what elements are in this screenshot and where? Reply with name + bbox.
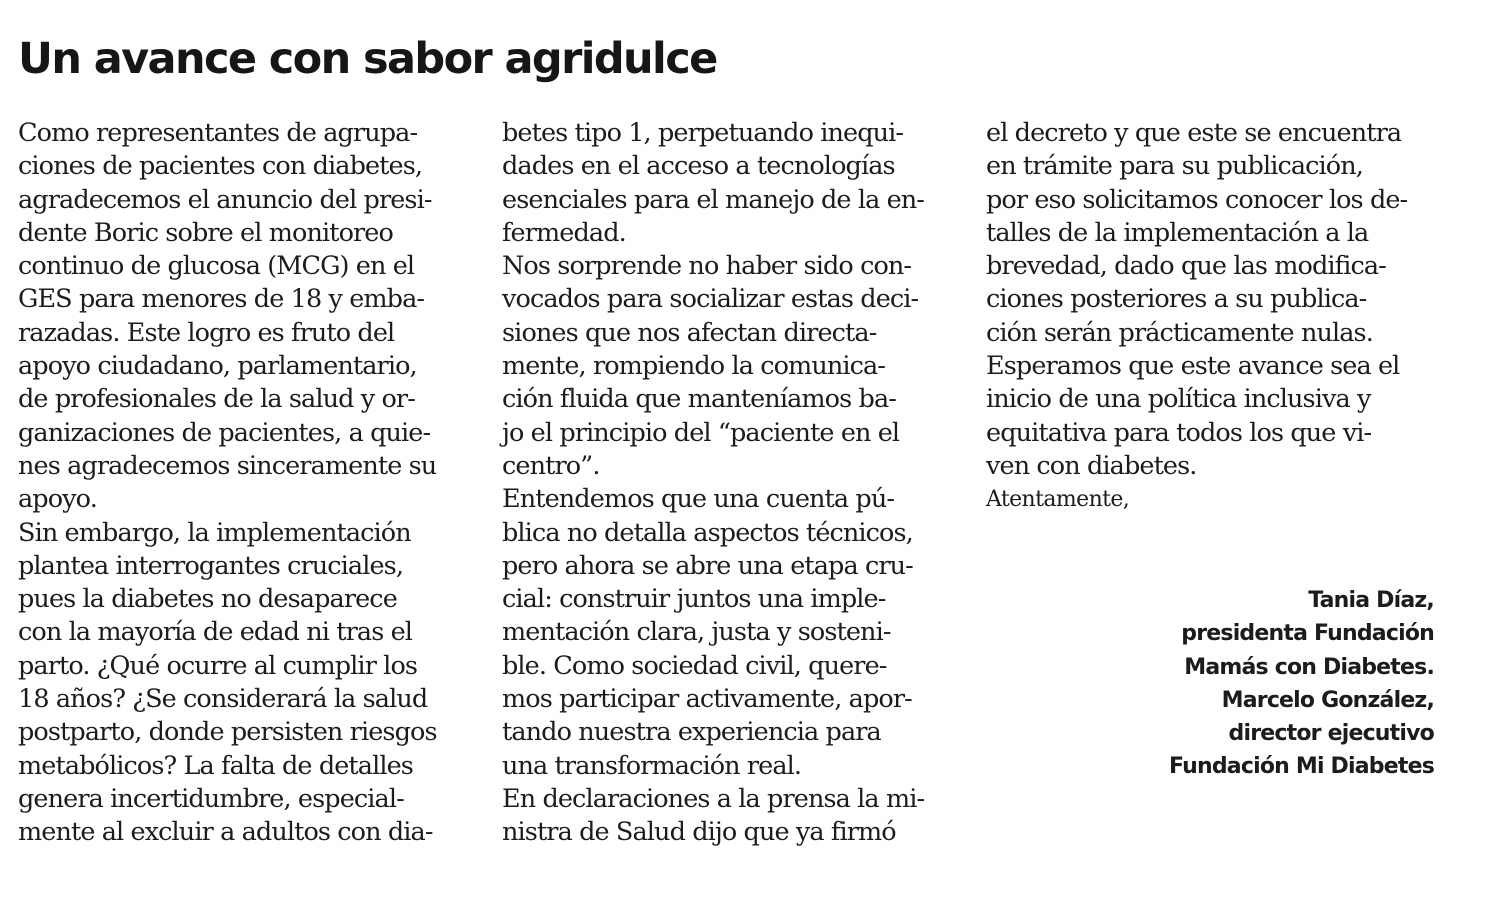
article-headline: Un avance con sabor agridulce <box>18 34 717 84</box>
body-line: ven con diabetes. <box>986 450 1197 481</box>
body-line: cial: construir juntos una imple- <box>502 584 886 615</box>
signature-line: Mamás con Diabetes. <box>1184 654 1434 680</box>
body-line: betes tipo 1, perpetuando inequi- <box>502 118 904 148</box>
body-line: metabólicos? La falta de detalles <box>18 750 413 781</box>
body-line: agradecemos el anuncio del presi- <box>18 184 432 215</box>
body-line: el decreto y que este se encuentra <box>986 118 1402 148</box>
body-line: continuo de glucosa (MCG) en el <box>18 251 415 282</box>
body-line: genera incertidumbre, especial- <box>18 783 404 814</box>
body-line: dente Boric sobre el monitoreo <box>18 217 393 248</box>
body-line: ción fluida que manteníamos ba- <box>502 384 896 415</box>
body-line: Como representantes de agrupa- <box>18 118 418 148</box>
body-line: mos participar activamente, apor- <box>502 684 912 715</box>
body-line: Esperamos que este avance sea el <box>986 351 1400 382</box>
body-line: una transformación real. <box>502 750 802 781</box>
signature-line: Tania Díaz, <box>1308 588 1434 613</box>
body-line: talles de la implementación a la <box>986 217 1369 248</box>
signature-line: Marcelo González, <box>1221 687 1434 713</box>
body-line: de profesionales de la salud y or- <box>18 384 415 415</box>
body-line: 18 años? ¿Se considerará la salud <box>18 684 428 715</box>
body-line: dades en el acceso a tecnologías <box>502 151 895 182</box>
body-line: ción serán prácticamente nulas. <box>986 317 1373 348</box>
body-line: ciones posteriores a su publica- <box>986 284 1367 315</box>
body-line: brevedad, dado que las modifica- <box>986 251 1386 282</box>
body-line: por eso solicitamos conocer los de- <box>986 184 1408 215</box>
text-column-3 <box>986 117 1456 517</box>
body-line: mente al excluir a adultos con dia- <box>18 817 433 848</box>
body-line: postparto, donde persisten riesgos <box>18 717 437 748</box>
closing-salutation: Atentamente, <box>986 487 1130 513</box>
body-line: nistra de Salud dijo que ya firmó <box>502 817 896 848</box>
signature-line: Fundación Mi Diabetes <box>1168 754 1434 780</box>
body-line: pero ahora se abre una etapa cru- <box>502 550 913 581</box>
body-line: nes agradecemos sinceramente su <box>18 450 437 481</box>
body-line: con la mayoría de edad ni tras el <box>18 617 413 648</box>
text-column-1 <box>18 117 488 850</box>
signature-line: presidenta Fundación <box>1181 621 1434 647</box>
body-line: GES para menores de 18 y emba- <box>18 284 425 315</box>
body-line: centro”. <box>502 450 600 481</box>
body-line: fermedad. <box>502 217 626 248</box>
body-line: equitativa para todos los que vi- <box>986 417 1372 448</box>
body-line: blica no detalla aspectos técnicos, <box>502 517 913 548</box>
body-line: vocados para socializar estas deci- <box>502 284 919 315</box>
body-line: mente, rompiendo la comunica- <box>502 351 886 382</box>
body-line: esenciales para el manejo de la en- <box>502 184 925 215</box>
body-line: apoyo ciudadano, parlamentario, <box>18 351 417 382</box>
body-line: en trámite para su publicación, <box>986 151 1363 182</box>
body-line: mentación clara, justa y sosteni- <box>502 617 891 648</box>
body-line: ciones de pacientes con diabetes, <box>18 151 423 182</box>
body-line: siones que nos afectan directa- <box>502 317 877 348</box>
body-line: Sin embargo, la implementación <box>18 517 411 548</box>
signature-block <box>1169 584 1434 784</box>
body-line: Nos sorprende no haber sido con- <box>502 251 912 282</box>
body-line: Entendemos que una cuenta pú- <box>502 484 895 515</box>
body-line: plantea interrogantes cruciales, <box>18 550 404 581</box>
body-line: inicio de una política inclusiva y <box>986 384 1371 415</box>
body-line: apoyo. <box>18 484 97 515</box>
body-line: ganizaciones de pacientes, a quie- <box>18 417 431 448</box>
body-line: jo el principio del “paciente en el <box>502 417 900 448</box>
signature-line: director ejecutivo <box>1228 721 1434 747</box>
body-line: razadas. Este logro es fruto del <box>18 317 395 348</box>
text-column-2 <box>502 117 972 850</box>
body-line: En declaraciones a la prensa la mi- <box>502 783 925 814</box>
body-line: parto. ¿Qué ocurre al cumplir los <box>18 650 418 681</box>
body-line: tando nuestra experiencia para <box>502 717 881 748</box>
body-line: pues la diabetes no desaparece <box>18 584 397 615</box>
body-line: ble. Como sociedad civil, quere- <box>502 650 887 681</box>
